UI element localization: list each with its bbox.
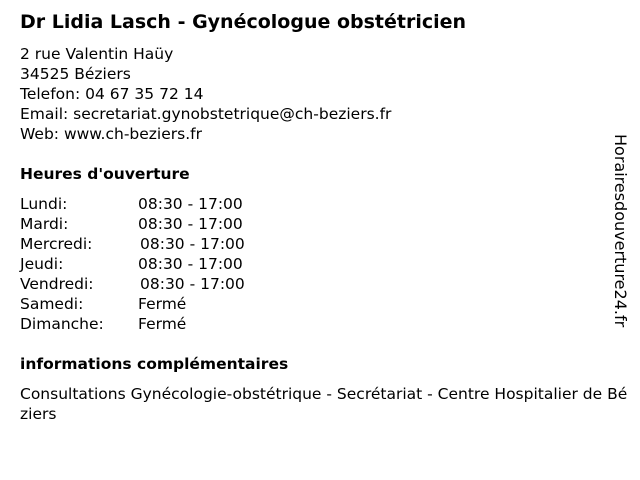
hours-day: Mardi: bbox=[20, 215, 69, 233]
hours-time: 08:30 - 17:00 bbox=[138, 215, 243, 233]
hours-heading: Heures d'ouverture bbox=[20, 165, 190, 183]
contact-block bbox=[20, 44, 391, 144]
hours-day: Samedi: bbox=[20, 295, 84, 313]
hours-time: Fermé bbox=[138, 315, 187, 333]
hours-day: Dimanche: bbox=[20, 315, 104, 333]
hours-time: 08:30 - 17:00 bbox=[138, 255, 243, 273]
address-street: 2 rue Valentin Haüy bbox=[20, 45, 174, 63]
phone-line: Telefon: 04 67 35 72 14 bbox=[20, 85, 204, 103]
info-text: Consultations Gynécologie-obstétrique - Secrétariat - Centre Hospitalier de Béziers bbox=[20, 385, 628, 423]
hours-day: Vendredi: bbox=[20, 275, 94, 293]
page-title: Dr Lidia Lasch - Gynécologue obstétricien bbox=[20, 11, 467, 33]
info-heading: informations complémentaires bbox=[20, 355, 289, 373]
hours-day: Jeudi: bbox=[20, 255, 64, 273]
hours-day: Mercredi: bbox=[20, 235, 93, 253]
site-watermark-label: Horairesdouverture24.fr bbox=[611, 134, 630, 328]
hours-time: 08:30 - 17:00 bbox=[138, 195, 243, 213]
address-city: 34525 Béziers bbox=[20, 65, 131, 83]
web-line: Web: www.ch-beziers.fr bbox=[20, 125, 202, 143]
hours-time: 08:30 - 17:00 bbox=[140, 235, 245, 253]
hours-time: 08:30 - 17:00 bbox=[140, 275, 245, 293]
hours-time: Fermé bbox=[138, 295, 187, 313]
email-line: Email: secretariat.gynobstetrique@ch-beziers.fr bbox=[20, 105, 392, 123]
hours-day: Lundi: bbox=[20, 195, 68, 213]
